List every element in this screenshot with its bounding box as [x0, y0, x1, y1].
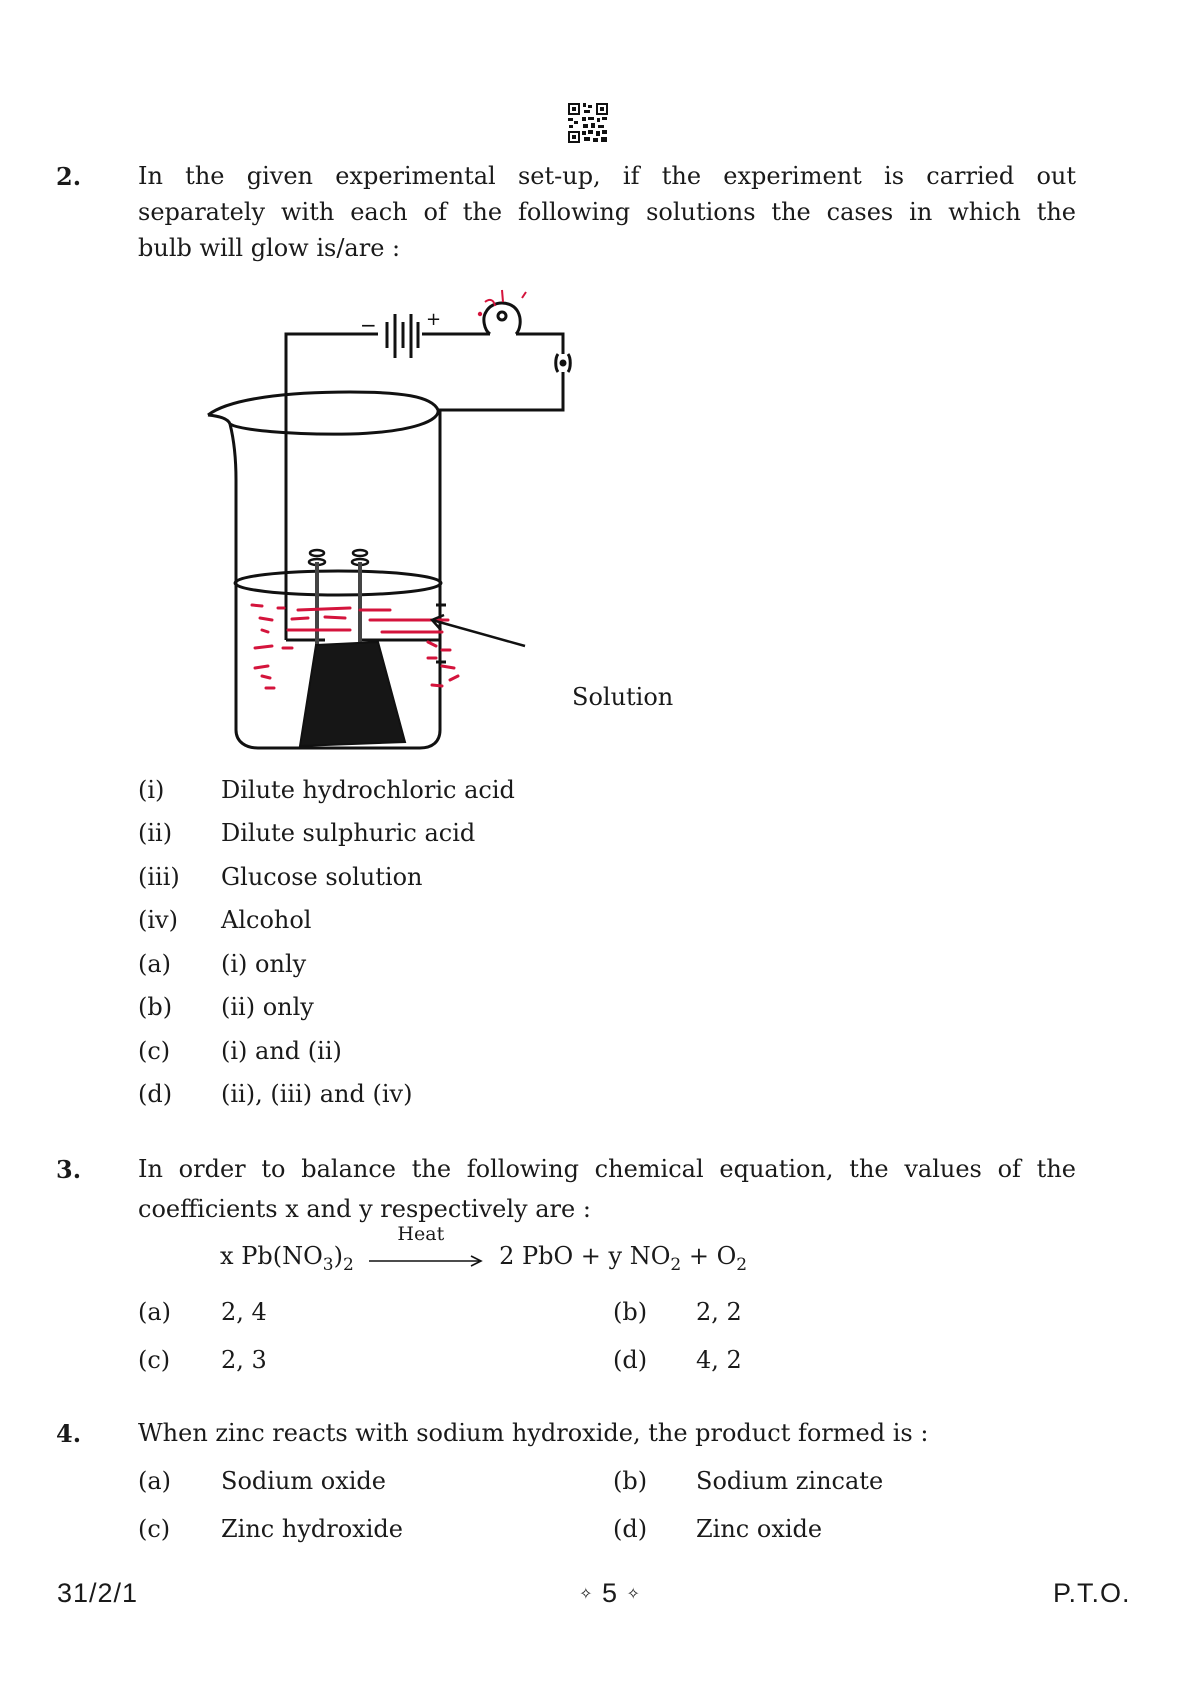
list-item [138, 776, 738, 820]
page-number: ✧ 5 ✧ [579, 1578, 641, 1608]
question-line: bulb will glow is/are : [138, 234, 401, 262]
bulb-icon [484, 303, 520, 334]
solution-label: Solution [572, 683, 674, 711]
option-text: Sodium zincate [696, 1467, 884, 1495]
option-label: (d) [613, 1515, 648, 1543]
option-label: (b) [138, 993, 173, 1021]
ornament-icon: ✧ [579, 1586, 594, 1603]
option-b[interactable] [613, 1298, 1013, 1334]
statement-text: Dilute sulphuric acid [221, 819, 476, 847]
option-text: 2, 3 [221, 1346, 267, 1374]
option-label: (a) [138, 950, 172, 978]
pto-label: P.T.O. [1053, 1578, 1131, 1608]
list-item [138, 906, 738, 950]
reaction-arrow [367, 1222, 485, 1271]
statement-text: Glucose solution [221, 863, 423, 891]
question-number: 4. [56, 1419, 82, 1448]
option-b[interactable] [613, 1467, 1013, 1503]
option-label: (d) [613, 1346, 648, 1374]
paper-code: 31/2/1 [57, 1578, 139, 1608]
rhs-formula: 2 PbO + y NO [499, 1242, 671, 1270]
option-d[interactable] [138, 1080, 738, 1124]
option-text: 2, 2 [696, 1298, 742, 1326]
option-a[interactable] [138, 950, 738, 994]
question-line: In the given experimental set-up, if the experiment is carried out [138, 162, 1076, 190]
question-line: separately with each of the following solutions the cases in which the [138, 198, 1076, 226]
option-c[interactable] [138, 1037, 738, 1081]
option-text: (ii) only [221, 993, 314, 1021]
option-d[interactable] [613, 1346, 1013, 1382]
option-label: (a) [138, 1467, 172, 1495]
option-b[interactable] [138, 993, 738, 1037]
option-text: (i) and (ii) [221, 1037, 342, 1065]
option-c[interactable] [138, 1346, 538, 1382]
option-a[interactable] [138, 1298, 538, 1334]
option-text: Zinc hydroxide [221, 1515, 403, 1543]
option-c[interactable] [138, 1515, 538, 1551]
question-line: When zinc reacts with sodium hydroxide, the product formed is : [138, 1419, 929, 1447]
switch-icon [556, 354, 571, 372]
option-d[interactable] [613, 1515, 1013, 1551]
statement-text: Alcohol [221, 906, 312, 934]
battery-plus-label: + [426, 309, 442, 330]
option-label: (c) [138, 1346, 171, 1374]
option-label: (d) [138, 1080, 173, 1108]
question-text [138, 1151, 1076, 1227]
lhs-formula: Pb(NO [241, 1242, 323, 1270]
option-text: 2, 4 [221, 1298, 267, 1326]
rubber-stopper [300, 642, 405, 746]
option-label: (a) [138, 1298, 172, 1326]
question-line: In order to balance the following chemical equation, the values of the [138, 1155, 1076, 1183]
option-text: (i) only [221, 950, 307, 978]
qr-code-icon [568, 103, 608, 143]
list-item [138, 863, 738, 907]
question-text [138, 158, 1076, 266]
option-label: (b) [613, 1467, 648, 1495]
statement-label: (ii) [138, 819, 173, 847]
battery-minus-label: − [360, 313, 377, 337]
option-label: (c) [138, 1515, 171, 1543]
question-number: 3. [56, 1155, 82, 1184]
statement-text: Dilute hydrochloric acid [221, 776, 515, 804]
statement-label: (iii) [138, 863, 180, 891]
option-text: Sodium oxide [221, 1467, 386, 1495]
list-item [138, 819, 738, 863]
arrow-label: Heat [397, 1222, 445, 1245]
option-a[interactable] [138, 1467, 538, 1503]
statement-label: (iv) [138, 906, 178, 934]
option-text: 4, 2 [696, 1346, 742, 1374]
option-text: Zinc oxide [696, 1515, 823, 1543]
question-line: coefficients x and y respectively are : [138, 1195, 591, 1223]
option-text: (ii), (iii) and (iv) [221, 1080, 413, 1108]
statement-label: (i) [138, 776, 165, 804]
option-label: (c) [138, 1037, 171, 1065]
ornament-icon: ✧ [626, 1586, 641, 1603]
question-number: 2. [56, 162, 82, 191]
lhs-coefficient: x [220, 1242, 234, 1270]
option-label: (b) [613, 1298, 648, 1326]
chemical-equation: x $Pb(NO_3)_2$ Heat 2 PbO + y $NO_2 + O_2$ [220, 1222, 748, 1275]
